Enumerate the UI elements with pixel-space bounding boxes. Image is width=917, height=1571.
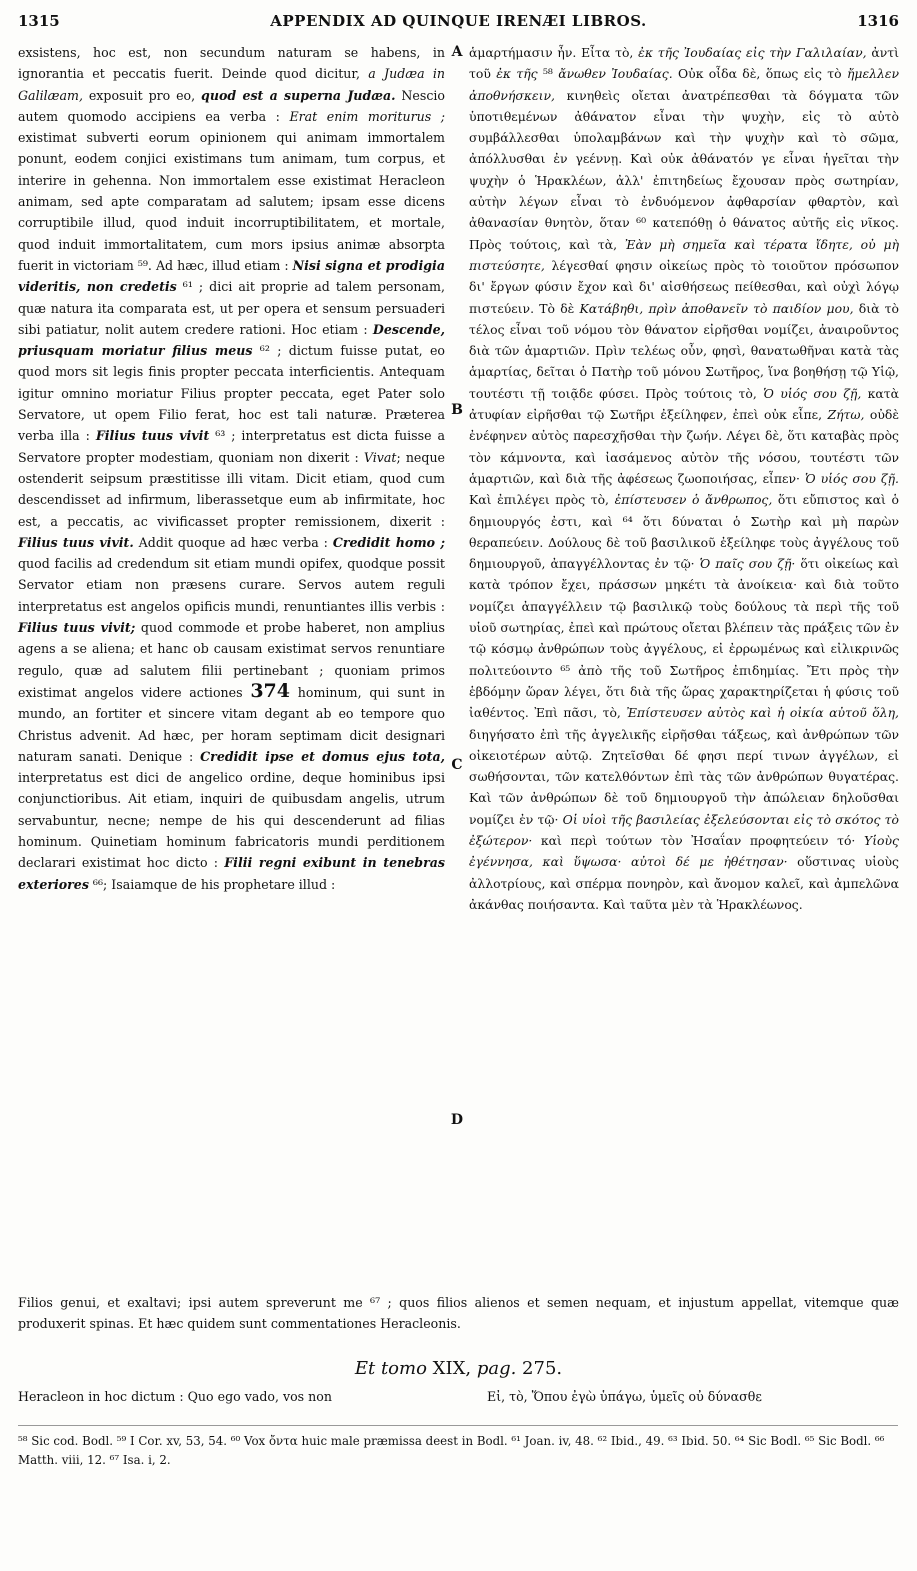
margin-letter-a: A bbox=[451, 44, 463, 60]
greek-column bbox=[469, 42, 899, 1292]
page-number-left: 1315 bbox=[18, 12, 60, 30]
footnotes: ⁵⁸ Sic cod. Bodl. ⁵⁹ I Cor. xv, 53, 54. ⁶⁰ Vox ὄντα huic male præmissa deest in Bodl. ⁶¹ Joan. iv, 48. ⁶² Ibid., 49. ⁶³ Ibid. 50. ⁶⁴ Sic Bodl. ⁶⁵ Sic Bodl. ⁶⁶ Matth. viii, 12. ⁶⁷ Isa. i, 2. bbox=[18, 1434, 885, 1467]
margin-letter-d: D bbox=[450, 1112, 464, 1128]
running-title: APPENDIX AD QUINQUE IRENÆI LIBROS. bbox=[270, 12, 647, 30]
page-number-right: 1316 bbox=[857, 12, 899, 30]
full-width-paragraph: Filios genui, et exaltavi; ipsi autem spreverunt me ⁶⁷ ; quos filios alienos et semen nequam, et injustum appellat, vitemque quæ produxerit spinas. Et hæc quidem sunt commentationes Heracleonis. bbox=[18, 1295, 899, 1332]
greek-text: ἁμαρτήμασιν ἦν. Εἶτα τὸ, ἐκ τῆς Ἰουδαίας εἰς τὴν Γαλιλαίαν, ἀντὶ τοῦ ἐκ τῆς ⁵⁸ ἄνωθεν Ἰουδαίας. Οὐκ οἶδα δὲ, ὅπως εἰς τὸ ἤμελλεν ἀποθνήσκειν, κινηθεὶς οἴεται ἀνατρέπεσθαι τὰ δόγματα τῶν ὑποτιθεμένων ἀθάνατον εἶναι τὴν ψυχὴν, εἰς τὸ αὐτὸ συμβάλλεσθαι ὑπολαμβάνων καὶ τὴν ψυχὴν καὶ τὸ σῶμα, ἀπόλλυσθαι ἐν γεέννῃ. Καὶ οὐκ ἀθάνατόν γε εἶναι ἡγεῖται τὴν ψυχὴν ὁ Ἡρακλέων, ἀλλ' ἐπιτηδείως ἔχουσαν πρὸς σωτηρίαν, αὐτὴν λέγων εἶναι τὸ ἐνδυόμενον ἀφθαρσίαν φθαρτὸν, καὶ ἀθανασίαν θνητὸν, ὅταν ⁶⁰ κατεπόθῃ ὁ θάνατος αὐτῆς εἰς νῖκος. Πρὸς τούτοις, καὶ τὰ, Ἐὰν μὴ σημεῖα καὶ τέρατα ἴδητε, οὐ μὴ πιστεύσητε, λέγεσθαί φησιν οἰκείως πρὸς τὸ τοιοῦτον πρόσωπον δι' ἔργων φύσιν ἔχον καὶ δι' αἰσθήσεως πείθεσθαι, καὶ οὐχὶ λόγῳ πιστεύειν. Τὸ δὲ Κατάβηθι, πρὶν ἀποθανεῖν τὸ παιδίον μου, διὰ τὸ τέλος εἶναι τοῦ νόμου τὸν θάνατον εἰρῆσθαι νομίζει, ἀναιροῦντος διὰ τῶν ἁμαρτιῶν. Πρὶν τελέως οὖν, φησὶ, θανατωθῆναι κατὰ τὰς ἁμαρτίας, δεῖται ὁ Πατὴρ τοῦ μόνου Σωτῆρος, ἵνα βοηθήσῃ τῷ Υἱῷ, τουτέστι τῇ τοιᾷδε φύσει. Πρὸς τούτοις τὸ, Ὁ υἱός σου ζῇ, κατὰ ἀτυφίαν εἰρῆσθαι τῷ Σωτῆρι ἐξείληφεν, ἐπεὶ οὐκ εἶπε, Ζήτω, οὐδὲ ἐνέφηνεν αὐτὸς παρεσχῆσθαι τὴν ζωήν. Λέγει δὲ, ὅτι καταβὰς πρὸς τὸν κάμνοντα, καὶ ἰασάμενος αὐτὸν τῆς νόσου, τουτέστι τῶν ἁμαρτιῶν, καὶ διὰ τῆς ἀφέσεως ζωοποιήσας, εἶπεν· Ὁ υἱός σου ζῇ. Καὶ ἐπιλέγει πρὸς τὸ, ἐπίστευσεν ὁ ἄνθρωπος, ὅτι εὔπιστος καὶ ὁ δημιουργός ἐστι, καὶ ⁶⁴ ὅτι δύναται ὁ Σωτὴρ καὶ μὴ παρὼν θεραπεύειν. Δούλους δὲ τοῦ βασιλικοῦ ἐξείληφε τοὺς ἀγγέλους τοῦ δημιουργοῦ, ἀπαγγέλλοντας ἐν τῷ· Ὁ παῖς σου ζῇ· ὅτι οἰκείως καὶ κατὰ τρόπον ἔχει, πράσσων μηκέτι τὰ ἀνοίκεια· καὶ διὰ τοῦτο νομίζει ἀπαγγέλλειν τῷ βασιλικῷ τοὺς δούλους τὰ περὶ τῆς τοῦ υἱοῦ σωτηρίας, ἐπεὶ καὶ πρώτους οἴεται βλέπειν τὰς πράξεις τῶν ἐν τῷ κόσμῳ ἀνθρώπων τοὺς ἀγγέλους, εἰ ἐρρωμένως καὶ εἰλικρινῶς πολιτεύοιντο ⁶⁵ ἀπὸ τῆς τοῦ Σωτῆρος ἐπιδημίας. Ἔτι πρὸς τὴν ἑβδόμην ὥραν λέγει, ὅτι διὰ τῆς ὥρας χαρακτηρίζεται ἡ φύσις τοῦ ἰαθέντος. Ἐπὶ πᾶσι, τὸ, Ἐπίστευσεν αὐτὸς καὶ ἡ οἰκία αὐτοῦ ὅλη, διηγήσατο ἐπὶ τῆς ἀγγελικῆς εἰρῆσθαι τάξεως, καὶ ἀνθρώπων τῶν οἰκειοτέρων αὐτῷ. Ζητεῖσθαι δέ φησι περί τινων ἀγγέλων, εἰ σωθήσονται, τῶν κατελθόντων ἐπὶ τὰς τῶν ἀνθρώπων θυγατέρας. Καὶ τῶν ἀνθρώπων δὲ τοῦ δημιουργοῦ τὴν ἀπώλειαν δηλοῦσθαι νομίζει ἐν τῷ· Οἱ υἱοὶ τῆς βασιλείας ἐξελεύσονται εἰς τὸ σκότος τὸ ἐξώτερον· καὶ περὶ τούτων τὸν Ἠσαΐαν προφητεύειν τό· Υἱοὺς ἐγέννησα, καὶ ὕψωσα· αὐτοὶ δέ με ἠθέτησαν· οὕστινας υἱοὺς ἀλλοτρίους, καὶ σπέρμα πονηρὸν, καὶ ἄνομον καλεῖ, καὶ ἀμπελῶνα ἀκάνθας ποιήσαντα. Καὶ ταῦτα μὲν τὰ Ἡρακλέωνος. bbox=[469, 45, 899, 912]
margin-letter-b: B bbox=[451, 402, 463, 418]
section-opening-line bbox=[18, 1386, 899, 1408]
section-heading: Et tomo XIX, pag. 275. bbox=[354, 1358, 563, 1379]
margin-letter-c: C bbox=[451, 757, 463, 773]
latin-column bbox=[18, 42, 445, 1292]
latin-text: exsistens, hoc est, non secundum naturam se habens, in ignorantia et peccatis fuerit. Deinde quod dicitur, a Judæa in Galilæam, exposuit pro eo, quod est a superna Judæa. Nescio autem quomodo accipiens ea verba : Erat enim moriturus ; existimat subverti eorum opinionem qui animam immortalem ponunt, eodem conjici existimans tum animam, tum corpus, et interire in gehenna. Non immortalem esse existimat Heracleon animam, sed apte comparatam ad salutem; ipsam esse dicens corruptibile illud, quod induit incorruptibilitatem, et mortale, quod induit immortalitatem, cum mors ipsius animæ absorpta fuerit in victoriam ⁵⁹. Ad hæc, illud etiam : Nisi signa et prodigia videritis, non credetis ⁶¹ ; dici ait proprie ad talem personam, quæ natura ita comparata est, ut per opera et sensum persuaderi sibi patiatur, nolit autem credere rationi. Hoc etiam : Descende, priusquam moriatur filius meus ⁶² ; dictum fuisse putat, eo quod mors sit legis finis propter peccata interficientis. Antequam igitur omnino moriatur Filius propter peccata, eget Pater solo Servatore, ut opem Filio ferat, hoc est tali naturæ. Præterea verba illa : Filius tuus vivit ⁶³ ; interpretatus est dicta fuisse a Servatore propter modestiam, quoniam non dixerit : Vivat; neque ostenderit seipsum præstitisse illi vitam. Dicit etiam, quod cum descendisset ad infirmum, liberassetque eum ab infirmitate, hoc est, a peccatis, ac vivificasset propter remissionem, dixerit : Filius tuus vivit. Addit quoque ad hæc verba : Credidit homo ; quod facilis ad credendum sit etiam mundi opifex, quodque possit Servator etiam non præsens curare. Servos autem reguli interpretatus est angelos opificis mundi, renuntiantes illis verbis : Filius tuus vivit; quod commode et probe haberet, non amplius agens a se aliena; et hanc ob causam existimat servos renuntiare regulo, quæ ad salutem filii pertinebant ; quoniam primos existimat angelos videre actiones 374 hominum, qui sunt in mundo, an fortiter et sincere vitam degant ab eo tempore quo Christus advenit. Ad hæc, per horam septimam dicit designari naturam sanati. Denique : Credidit ipse et domus ejus tota, interpretatus est dici de angelico ordine, deque hominibus ipsi conjunctioribus. Ait etiam, inquiri de quibusdam angelis, utrum servabuntur, necne; nempe de his qui descenderunt ad filias hominum. Quinetiam hominum fabricatoris mundi perditionem declarari existimat hoc dicto : Filii regni exibunt in tenebras exteriores ⁶⁶; Isaiamque de his prophetare illud : bbox=[18, 45, 446, 892]
greek-opening: Εἰ, τὸ, Ὅπου ἐγὼ ὑπάγω, ὑμεῖς οὐ δύνασθε bbox=[487, 1389, 762, 1404]
footnote-rule bbox=[18, 1425, 898, 1426]
latin-opening: Heracleon in hoc dictum : Quo ego vado, vos non bbox=[18, 1389, 332, 1404]
marginal-number-374: 374 bbox=[250, 679, 290, 702]
running-head bbox=[18, 12, 899, 36]
